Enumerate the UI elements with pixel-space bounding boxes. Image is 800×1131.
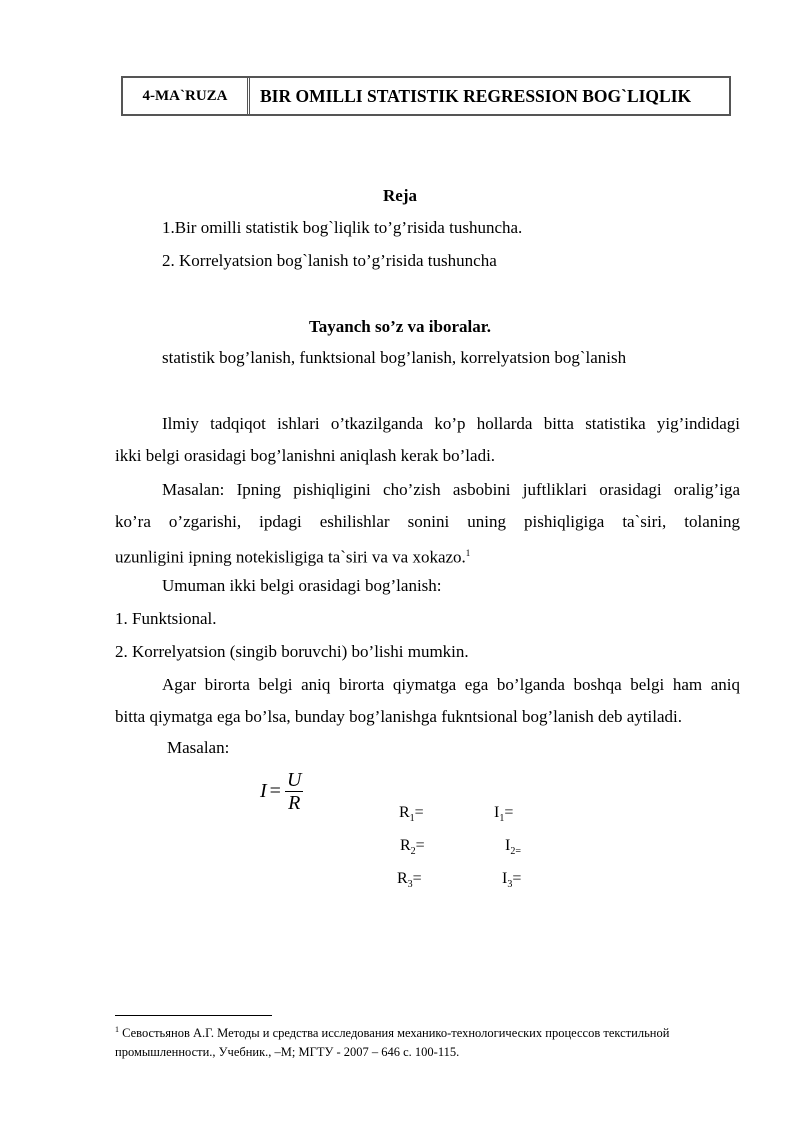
r-subscript: 3 <box>407 879 413 891</box>
i-subscript: 3 <box>507 879 513 891</box>
plan-item-2: 2. Korrelyatsion bog`lanish to’g’risida tushuncha <box>162 251 497 270</box>
i-equals: = <box>512 870 522 887</box>
footnote-mark: 1 <box>115 1025 119 1034</box>
formula-lhs: I <box>260 780 267 802</box>
r-subscript: 1 <box>409 813 415 825</box>
plan-item-1: 1.Bir omilli statistik bog`liqlik to’g’risida tushuncha. <box>162 218 523 237</box>
paragraph-4-line-1: Agar birorta belgi aniq birorta qiymatga ega bo’lganda boshqa belgi ham aniq <box>162 675 740 694</box>
paragraph-2-line-2: ko’ra o’zgarishi, ipdagi eshilishlar sonini uning pishiqligiga ta`siri, tolaning <box>115 512 740 531</box>
r-equals: = <box>412 870 422 887</box>
i-symbol: I <box>494 804 500 821</box>
lecture-header <box>121 76 731 116</box>
r-equals: = <box>414 804 424 821</box>
formula-denominator: R <box>288 792 301 814</box>
current-3 <box>502 870 521 890</box>
r-symbol: R <box>399 804 410 821</box>
example-label: Masalan: <box>167 738 230 757</box>
footnote-text: Севостьянов А.Г. Методы и средства исследования механико-технологических процессов текстильной промышленности., Учебник., –М; МГТУ - 2007 – 646 с. 100-115. <box>115 1026 670 1060</box>
i-subscript: 1 <box>499 813 505 825</box>
i-subscript: 2= <box>510 846 521 858</box>
resistance-2 <box>400 837 425 857</box>
footnote-reference[interactable]: 1 <box>465 548 471 558</box>
keywords-text: statistik bog’lanish, funktsional bog’lanish, korrelyatsion bog`lanish <box>162 348 627 367</box>
r-equals: = <box>415 837 425 854</box>
current-2 <box>505 837 521 857</box>
r-symbol: R <box>400 837 411 854</box>
paragraph-2-line-1: Masalan: Ipning pishiqligini cho’zish asbobini juftliklari orasidagi oralig’iga <box>162 480 740 499</box>
resistance-3 <box>397 870 422 890</box>
paragraph-2-line-3 <box>115 543 470 568</box>
r-symbol: R <box>397 870 408 887</box>
footnote <box>115 1020 735 1062</box>
keywords-heading: Tayanch so’z va iboralar. <box>309 317 491 336</box>
r-subscript: 2 <box>410 846 416 858</box>
list-item-1: 1. Funktsional. <box>115 609 217 628</box>
formula-numerator: U <box>286 769 302 791</box>
paragraph-1-line-1: Ilmiy tadqiqot ishlari o’tkazilganda ko’p hollarda bitta statistika yig’indidagi <box>162 414 740 433</box>
resistance-1 <box>399 804 424 824</box>
current-1 <box>494 804 513 824</box>
ohm-formula <box>260 769 303 814</box>
formula-fraction <box>285 769 303 814</box>
list-item-2: 2. Korrelyatsion (singib boruvchi) bo’lishi mumkin. <box>115 642 469 661</box>
footnote-divider <box>115 1015 272 1016</box>
paragraph-3: Umuman ikki belgi orasidagi bog’lanish: <box>162 576 442 595</box>
lecture-number: 4-MA`RUZA <box>123 78 250 114</box>
paragraph-2-line-3-text: uzunligini ipning notekisligiga ta`siri va va xokazo. <box>115 547 466 567</box>
plan-heading: Reja <box>383 186 417 205</box>
lecture-title: BIR OMILLI STATISTIK REGRESSION BOG`LIQLIK <box>260 85 692 106</box>
i-symbol: I <box>505 837 511 854</box>
paragraph-4-line-2: bitta qiymatga ega bo’lsa, bunday bog’lanishga fukntsional bog’lanish deb aytiladi. <box>115 707 683 726</box>
i-symbol: I <box>502 870 508 887</box>
paragraph-1-line-2: ikki belgi orasidagi bog’lanishni aniqlash kerak bo’ladi. <box>115 446 496 465</box>
i-equals: = <box>504 804 514 821</box>
formula-equals: = <box>269 780 281 802</box>
